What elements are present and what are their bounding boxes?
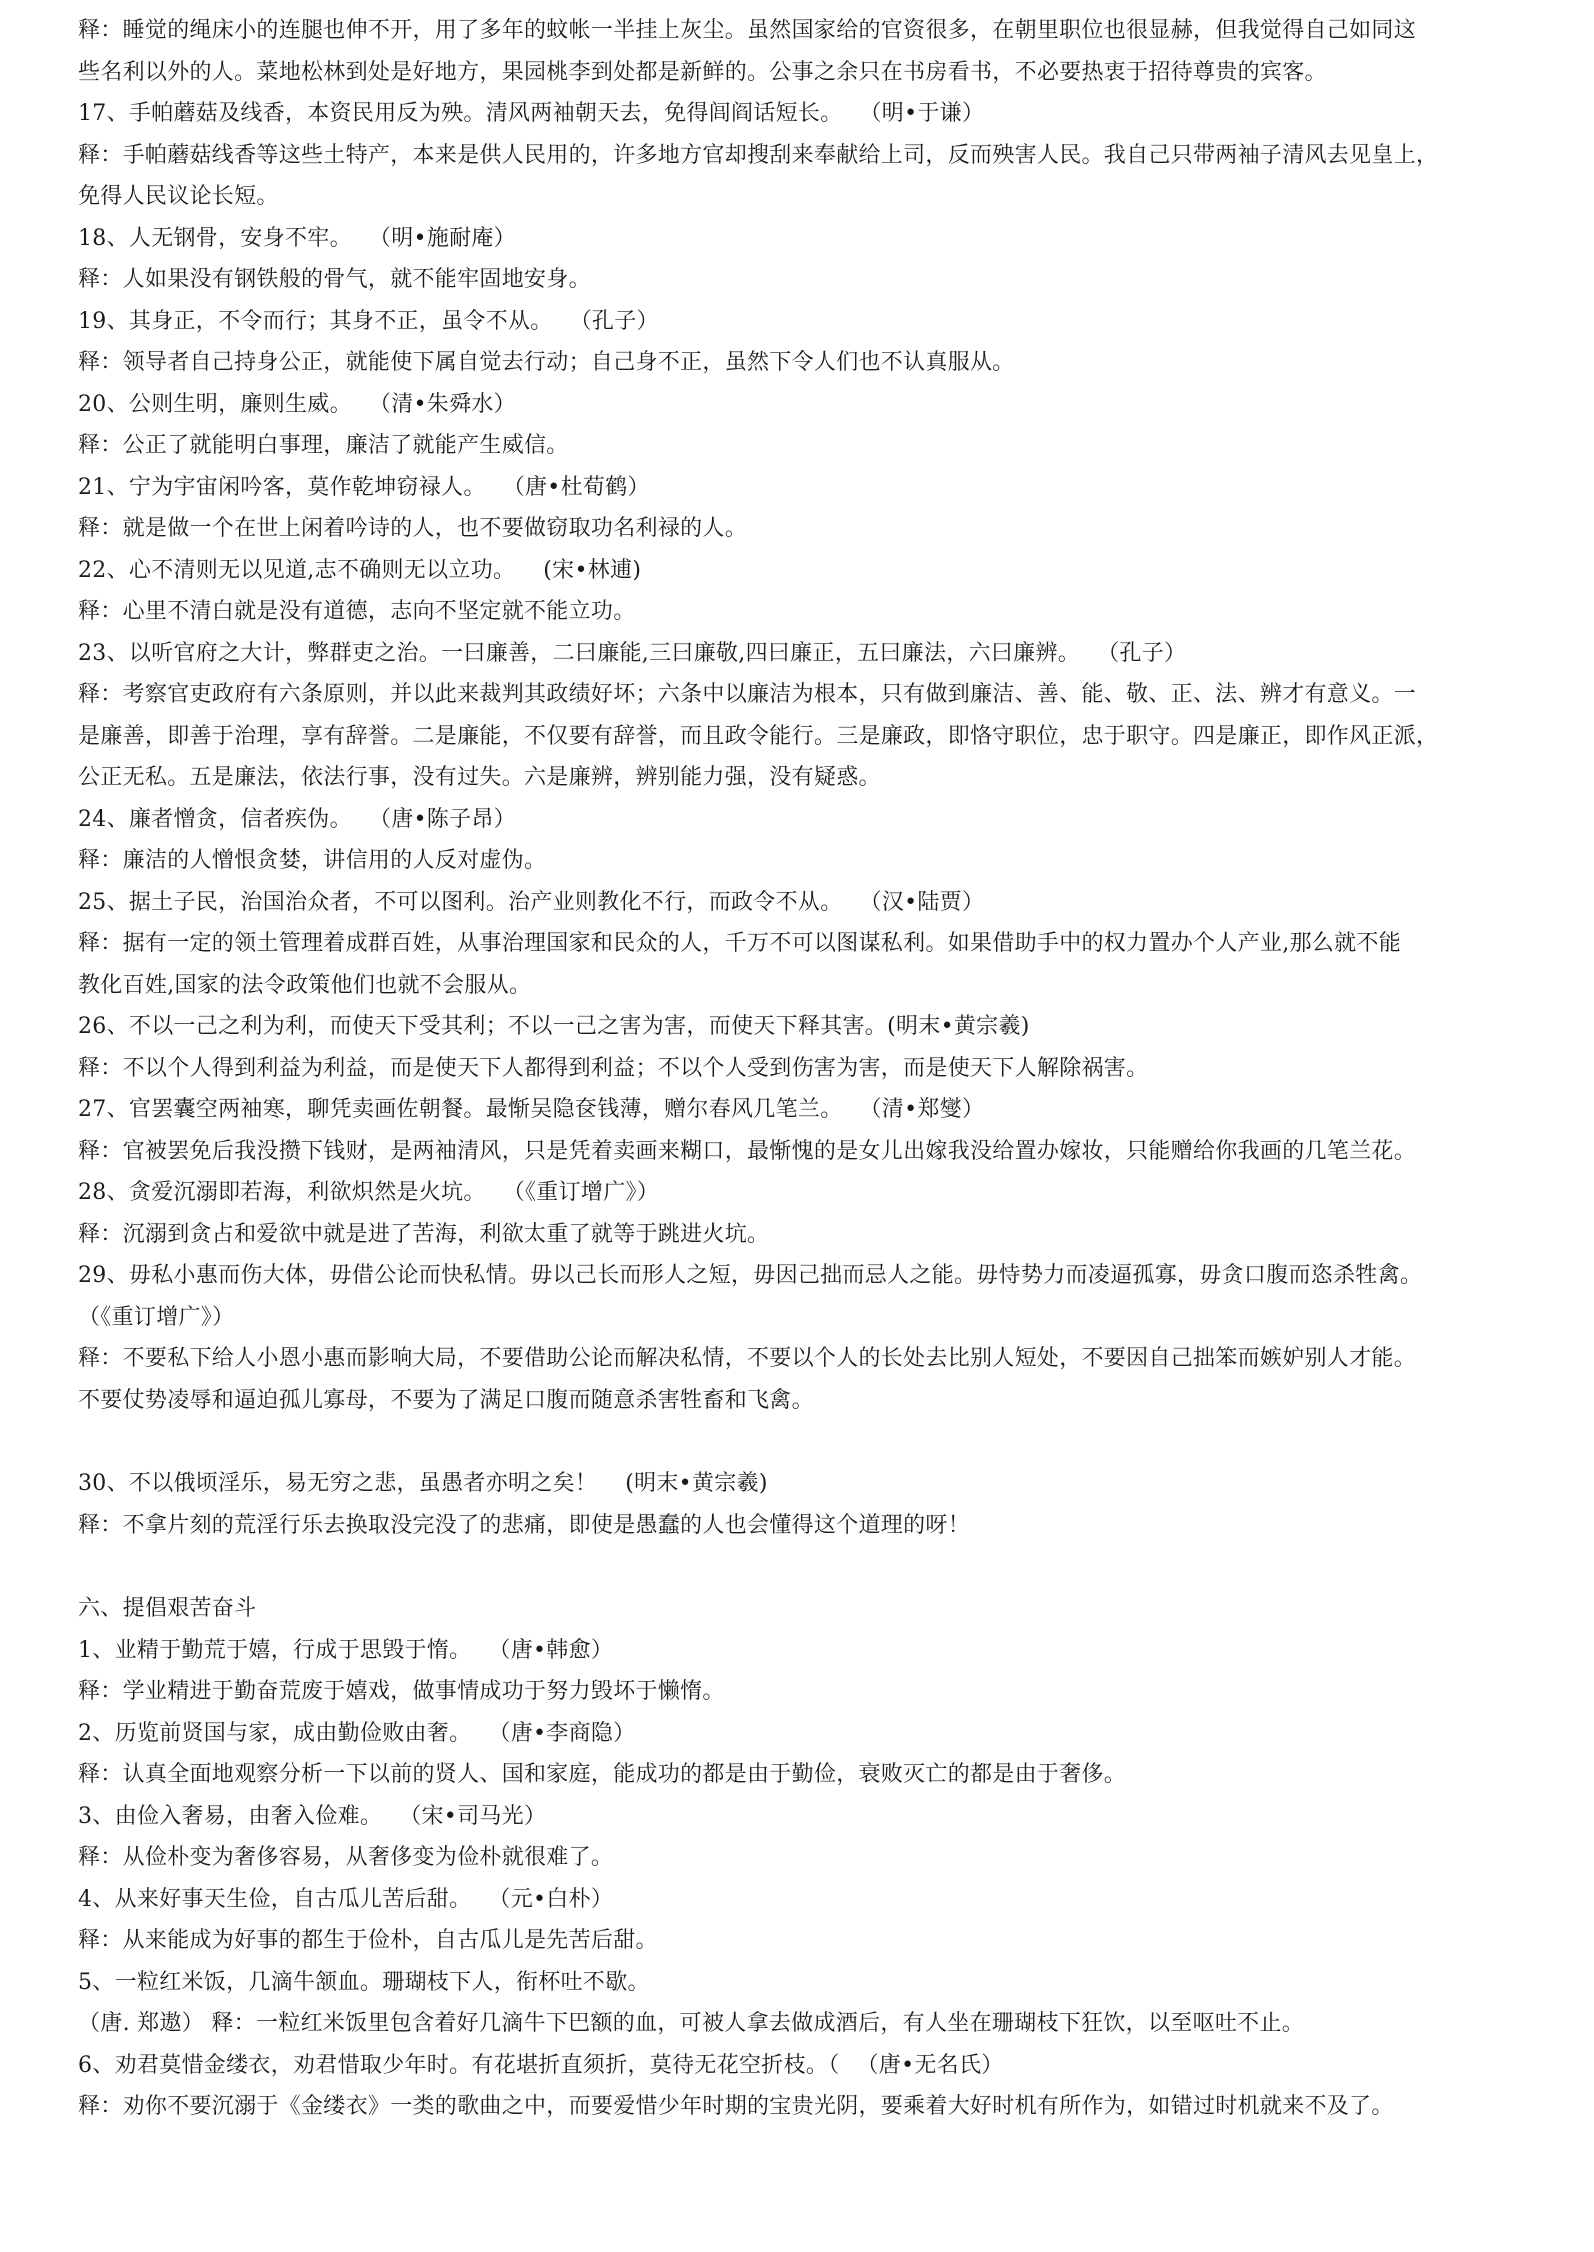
text-line	[78, 923, 1518, 965]
text-line	[78, 965, 1518, 1007]
quote-source: （唐•陈子昂）	[379, 806, 516, 832]
text-line	[78, 1588, 1518, 1630]
text-line	[78, 425, 1518, 467]
text-line	[78, 799, 1518, 841]
line-text: 30、不以俄顷淫乐，易无穷之悲，虽愚者亦明之矣！	[78, 1471, 598, 1496]
quote-source: （孔子）	[580, 308, 659, 334]
blank-line	[78, 1546, 1518, 1588]
line-text: 释：沉溺到贪占和爱欲中就是进了苦海，利欲太重了就等于跳进火坑。	[78, 1221, 770, 1247]
line-text: 26、不以一己之利为利，而使天下受其利；不以一己之害为害，而使天下释其害。(明末•黄宗羲)	[78, 1014, 1030, 1039]
line-text: 释：手帕蘑菇线香等这些土特产，本来是供人民用的，许多地方官却搜刮来奉献给上司，反而殃害人民。我自己只带两袖子清风去见皇上，	[78, 142, 1439, 168]
quote-source: （孔子）	[1108, 640, 1187, 666]
text-line	[78, 1006, 1518, 1048]
text-line	[78, 591, 1518, 633]
document-page	[78, 10, 1518, 2128]
line-text: 5、一粒红米饭，几滴牛颔血。珊瑚枝下人，衔杯吐不歇。	[78, 1969, 650, 1995]
text-line	[78, 1920, 1518, 1962]
line-text: 4、从来好事天生俭，自古瓜儿苦后甜。	[78, 1886, 472, 1912]
text-line	[78, 1962, 1518, 2004]
line-text: 释：据有一定的领土管理着成群百姓，从事治理国家和民众的人，千万不可以图谋私利。如果借助手中的权力置办个人产业,那么就不能	[78, 931, 1401, 956]
text-line	[78, 1131, 1518, 1173]
quote-source: （明•于谦）	[870, 101, 985, 126]
line-text: 释：认真全面地观察分析一下以前的贤人、国和家庭，能成功的都是由于勤俭，衰败灭亡的都是由于奢侈。	[78, 1762, 1127, 1787]
text-line	[78, 1505, 1518, 1547]
text-line	[78, 882, 1518, 924]
line-text: 释：廉洁的人憎恨贪婪，讲信用的人反对虚伪。	[78, 848, 547, 873]
text-line	[78, 1754, 1518, 1796]
line-text: （《重订增广》）	[78, 1304, 235, 1330]
line-text: 教化百姓,国家的法令政策他们也就不会服从。	[78, 972, 532, 998]
text-line	[78, 218, 1518, 260]
text-line	[78, 1630, 1518, 1672]
line-text: 六、提倡艰苦奋斗	[78, 1596, 257, 1621]
quote-source: （唐•杜荀鹤）	[513, 474, 650, 500]
quote-source: （唐•韩愈）	[499, 1637, 614, 1663]
line-text: 些名利以外的人。菜地松林到处是好地方，果园桃李到处都是新鲜的。公事之余只在书房看书，不必要热衷于招待尊贵的宾客。	[78, 59, 1327, 85]
text-line	[78, 757, 1518, 799]
line-text: 释：官被罢免后我没攒下钱财，是两袖清风，只是凭着卖画来糊口，最惭愧的是女儿出嫁我没给置办嫁妆，只能赠给你我画的几笔兰花。	[78, 1138, 1417, 1164]
quote-source: （《重订增广》）	[513, 1180, 660, 1205]
line-text: （唐. 郑遨） 释：一粒红米饭里包含着好几滴牛下巴额的血，可被人拿去做成酒后，有人坐在珊瑚枝下狂饮，以至呕吐不止。	[78, 2011, 1305, 2036]
text-line	[78, 1214, 1518, 1256]
line-text: 释：不拿片刻的荒淫行乐去换取没完没了的悲痛，即使是愚蠢的人也会懂得这个道理的呀！	[78, 1512, 971, 1538]
text-line	[78, 1048, 1518, 1090]
text-line	[78, 259, 1518, 301]
line-text: 释：睡觉的绳床小的连腿也伸不开，用了多年的蚊帐一半挂上灰尘。虽然国家给的官资很多，在朝里职位也很显赫，但我觉得自己如同这	[78, 18, 1417, 43]
line-text: 28、贪爱沉溺即若海，利欲炽然是火坑。	[78, 1180, 486, 1205]
text-line	[78, 1089, 1518, 1131]
text-line	[78, 1297, 1518, 1339]
quote-source: （汉•陆贾）	[870, 889, 985, 915]
text-line	[78, 135, 1518, 177]
text-line	[78, 716, 1518, 758]
line-text: 27、官罢囊空两袖寒，聊凭卖画佐朝餐。最惭吴隐奁钱薄，赠尔春风几笔兰。	[78, 1097, 843, 1122]
line-text: 29、毋私小惠而伤大体，毋借公论而快私情。毋以己长而形人之短，毋因己拙而忌人之能。毋恃势力而凌逼孤寡，毋贪口腹而恣杀牲禽。	[78, 1263, 1423, 1288]
quote-source: (明末•黄宗羲)	[625, 1471, 768, 1496]
line-text: 6、劝君莫惜金缕衣，劝君惜取少年时。有花堪折直须折，莫待无花空折枝。（	[78, 2052, 840, 2078]
text-line	[78, 674, 1518, 716]
line-text: 释：不要私下给人小恩小惠而影响大局，不要借助公论而解决私情，不要以个人的长处去比别人短处，不要因自己拙笨而嫉妒别人才能。	[78, 1346, 1417, 1371]
text-line	[78, 1338, 1518, 1380]
line-text: 3、由俭入奢易，由奢入俭难。	[78, 1803, 383, 1829]
text-line	[78, 342, 1518, 384]
text-line	[78, 1463, 1518, 1505]
quote-source: （清•朱舜水）	[379, 391, 516, 417]
quote-source: （宋•司马光）	[410, 1803, 547, 1829]
text-line	[78, 1713, 1518, 1755]
line-text: 释：领导者自己持身公正，就能使下属自觉去行动；自己身不正，虽然下令人们也不认真服从。	[78, 350, 1015, 375]
blank-line	[78, 1421, 1518, 1463]
line-text: 释：不以个人得到利益为利益，而是使天下人都得到利益；不以个人受到伤害为害，而是使天下人解除祸害。	[78, 1055, 1149, 1081]
line-text: 25、据土子民，治国治众者，不可以图利。治产业则教化不行，而政令不从。	[78, 889, 843, 915]
quote-source: （唐•李商隐）	[499, 1720, 636, 1746]
text-line	[78, 550, 1518, 592]
text-line	[78, 840, 1518, 882]
line-text: 释：公正了就能明白事理，廉洁了就能产生威信。	[78, 433, 569, 458]
text-line	[78, 633, 1518, 675]
line-text: 释：从俭朴变为奢侈容易，从奢侈变为俭朴就很难了。	[78, 1845, 614, 1870]
text-line	[78, 1172, 1518, 1214]
text-line	[78, 301, 1518, 343]
line-text: 释：从来能成为好事的都生于俭朴，自古瓜儿是先苦后甜。	[78, 1928, 658, 1953]
quote-source: （元•白朴）	[499, 1886, 614, 1912]
text-line	[78, 384, 1518, 426]
text-line	[78, 467, 1518, 509]
line-text: 是廉善，即善于治理，享有辞誉。二是廉能，不仅要有辞誉，而且政令能行。三是廉政，即恪守职位，忠于职守。四是廉正，即作风正派，	[78, 723, 1439, 749]
text-line	[78, 2086, 1518, 2128]
line-text: 23、以听官府之大计，弊群吏之治。一曰廉善，二曰廉能,三曰廉敬,四曰廉正，五曰廉法，六曰廉辨。	[78, 640, 1081, 666]
text-line	[78, 2003, 1518, 2045]
line-text: 1、业精于勤荒于嬉，行成于思毁于惰。	[78, 1637, 472, 1663]
line-text: 释：心里不清白就是没有道德，志向不坚定就不能立功。	[78, 599, 636, 624]
text-line	[78, 2045, 1518, 2087]
line-text: 22、心不清则无以见道,志不确则无以立功。	[78, 557, 516, 583]
text-line	[78, 10, 1518, 52]
line-text: 20、公则生明，廉则生威。	[78, 391, 352, 417]
text-line	[78, 1671, 1518, 1713]
text-line	[78, 1879, 1518, 1921]
line-text: 19、其身正，不令而行；其身不正，虽令不从。	[78, 308, 553, 334]
text-line	[78, 508, 1518, 550]
line-text: 免得人民议论长短。	[78, 184, 279, 209]
line-text: 释：劝你不要沉溺于《金缕衣》一类的歌曲之中，而要爱惜少年时期的宝贵光阴，要乘着大好时机有所作为，如错过时机就来不及了。	[78, 2094, 1394, 2119]
quote-source: (宋•林逋)	[543, 557, 642, 583]
text-line	[78, 176, 1518, 218]
line-text: 释：人如果没有钢铁般的骨气，就不能牢固地安身。	[78, 267, 591, 292]
line-text: 释：就是做一个在世上闲着吟诗的人，也不要做窃取功名利禄的人。	[78, 516, 748, 541]
line-text: 17、手帕蘑菇及线香，本资民用反为殃。清风两袖朝天去，免得闾阎话短长。	[78, 101, 843, 126]
quote-source: （明•施耐庵）	[379, 225, 516, 251]
line-text: 释：学业精进于勤奋荒废于嬉戏，做事情成功于努力毁坏于懒惰。	[78, 1679, 725, 1704]
quote-source: （唐•无名氏）	[867, 2052, 1004, 2078]
line-text: 不要仗势凌辱和逼迫孤儿寡母，不要为了满足口腹而随意杀害牲畜和飞禽。	[78, 1387, 814, 1413]
quote-source: （清•郑燮）	[870, 1097, 985, 1122]
text-line	[78, 52, 1518, 94]
text-line	[78, 93, 1518, 135]
line-text: 18、人无钢骨，安身不牢。	[78, 225, 352, 251]
text-line	[78, 1255, 1518, 1297]
line-text: 24、廉者憎贪，信者疾伪。	[78, 806, 352, 832]
line-text: 21、宁为宇宙闲吟客，莫作乾坤窃禄人。	[78, 474, 486, 500]
line-text: 2、历览前贤国与家，成由勤俭败由奢。	[78, 1720, 472, 1746]
text-line	[78, 1380, 1518, 1422]
text-line	[78, 1837, 1518, 1879]
line-text: 释：考察官吏政府有六条原则，并以此来裁判其政绩好坏；六条中以廉洁为根本，只有做到廉洁、善、能、敬、正、法、辨才有意义。一	[78, 682, 1417, 707]
text-line	[78, 1796, 1518, 1838]
line-text: 公正无私。五是廉法，依法行事，没有过失。六是廉辨，辨别能力强，没有疑惑。	[78, 765, 881, 790]
